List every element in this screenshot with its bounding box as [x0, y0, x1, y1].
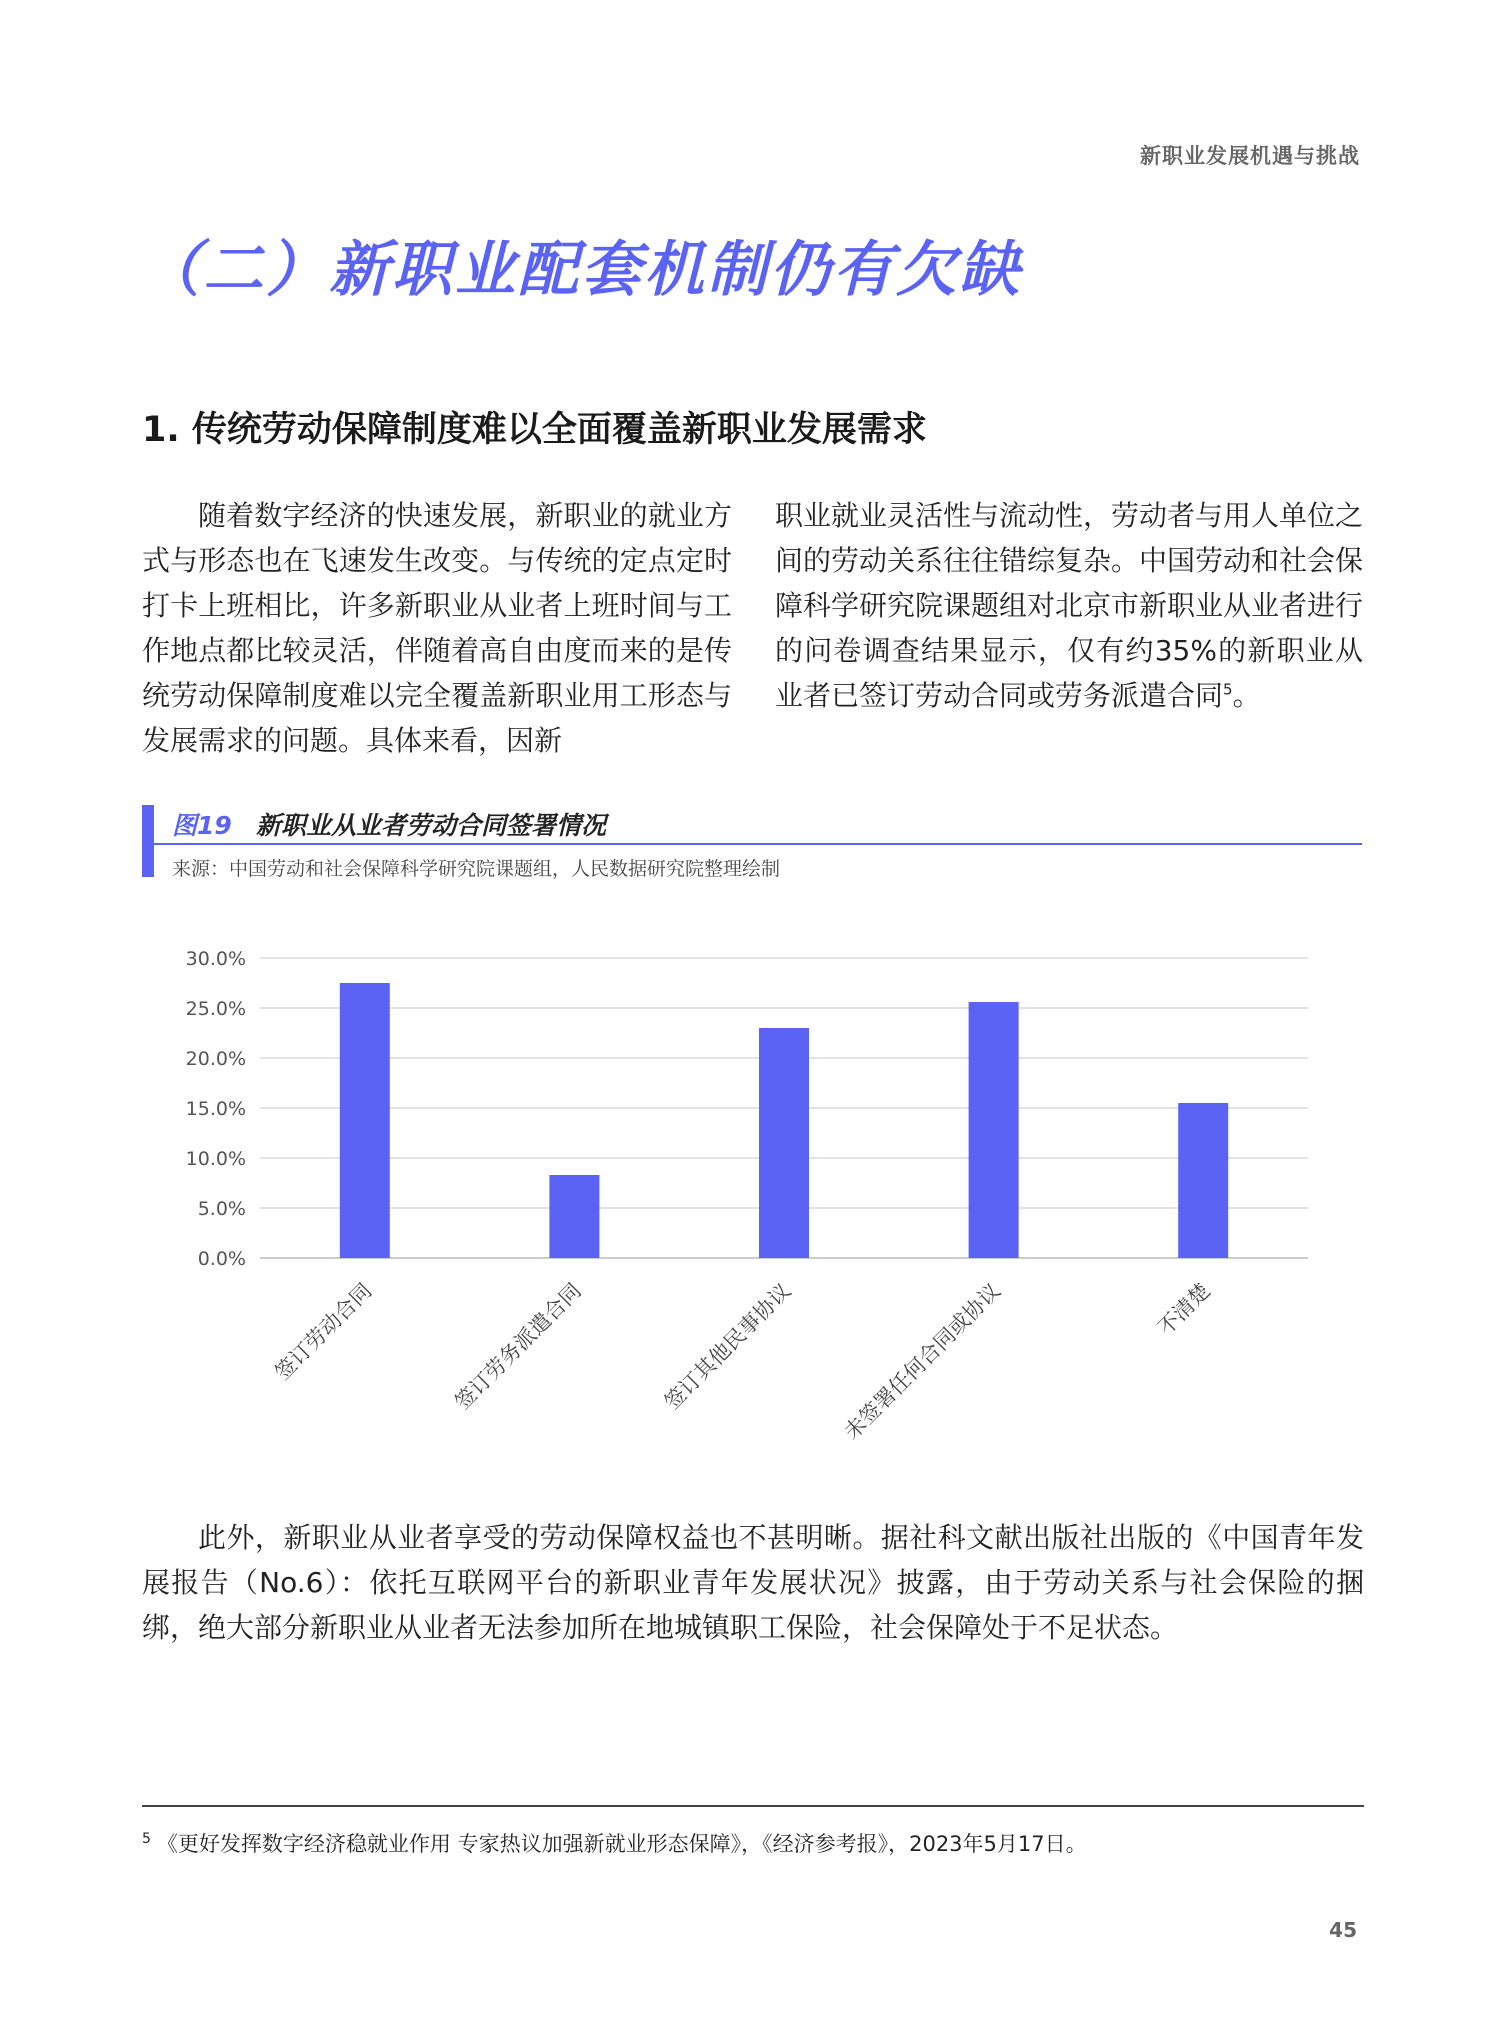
paragraph-bottom: 此外，新职业从业者享受的劳动保障权益也不甚明晰。据社科文献出版社出版的《中国青年发展报告（No.6）：依托互联网平台的新职业青年发展状况》披露，由于劳动关系与社会保险的捆绑，绝大部分新职业从业者无法参加所在地城镇职工保险，社会保障处于不足状态。: [142, 1521, 1364, 1644]
footnote-mark: 5: [142, 1831, 151, 1847]
bar-chart: [150, 930, 1340, 1490]
paragraph-right-text: 职业就业灵活性与流动性，劳动者与用人单位之间的劳动关系往往错综复杂。中国劳动和社会保障科学研究院课题组对北京市新职业从业者进行的问卷调查结果显示，仅有约35%的新职业从业者已签订劳动合同或劳务派遣合同: [775, 499, 1364, 712]
section-title: （二）新职业配套机制仍有欠缺: [140, 235, 1022, 305]
figure-title: 新职业从业者劳动合同签署情况: [256, 811, 607, 840]
y-tick-label: 0.0%: [197, 1248, 246, 1270]
y-tick-label: 10.0%: [185, 1148, 246, 1170]
paragraph-right-end: 。: [1232, 679, 1261, 712]
paragraph-left: 随着数字经济的快速发展，新职业的就业方式与形态也在飞速发生改变。与传统的定点定时打卡上班相比，许多新职业从业者上班时间与工作地点都比较灵活，伴随着高自由度而来的是传统劳动保障制度难以完全覆盖新职业用工形态与发展需求的问题。具体来看，因新: [142, 499, 732, 757]
y-tick-label: 15.0%: [185, 1098, 246, 1120]
bar: [759, 1028, 809, 1258]
y-tick-label: 30.0%: [185, 948, 246, 970]
y-tick-label: 25.0%: [185, 998, 246, 1020]
y-tick-label: 20.0%: [185, 1048, 246, 1070]
x-tick-label: 未签署任何合同或协议: [839, 1278, 1006, 1445]
bar: [1178, 1103, 1228, 1258]
running-header: 新职业发展机遇与挑战: [1140, 144, 1360, 168]
footnote-reference[interactable]: 5: [1223, 680, 1233, 699]
x-tick-label: 签订其他民事协议: [659, 1278, 796, 1415]
figure-label: 图19: [172, 811, 232, 840]
bar: [340, 983, 390, 1258]
page-number: 45: [1329, 1918, 1357, 1942]
footnote: [142, 1828, 1087, 1858]
bar: [969, 1002, 1019, 1258]
x-tick-label: 签订劳务派遣合同: [450, 1278, 586, 1415]
figure-rule: [154, 843, 1362, 845]
figure-source: 来源：中国劳动和社会保障科学研究院课题组，人民数据研究院整理绘制: [172, 858, 781, 880]
x-tick-label: 不清楚: [1153, 1278, 1215, 1341]
x-tick-label: 签订劳动合同: [270, 1278, 377, 1385]
paragraph-right: [775, 493, 1363, 718]
footnote-text: 《更好发挥数字经济稳就业作用 专家热议加强新就业形态保障》，《经济参考报》，2023年5月17日。: [156, 1832, 1087, 1856]
subsection-title: 1. 传统劳动保障制度难以全面覆盖新职业发展需求: [142, 410, 927, 450]
footnote-rule: [142, 1805, 1364, 1807]
bar: [549, 1175, 599, 1258]
y-tick-label: 5.0%: [197, 1198, 246, 1220]
figure-accent-bar: [142, 805, 154, 877]
